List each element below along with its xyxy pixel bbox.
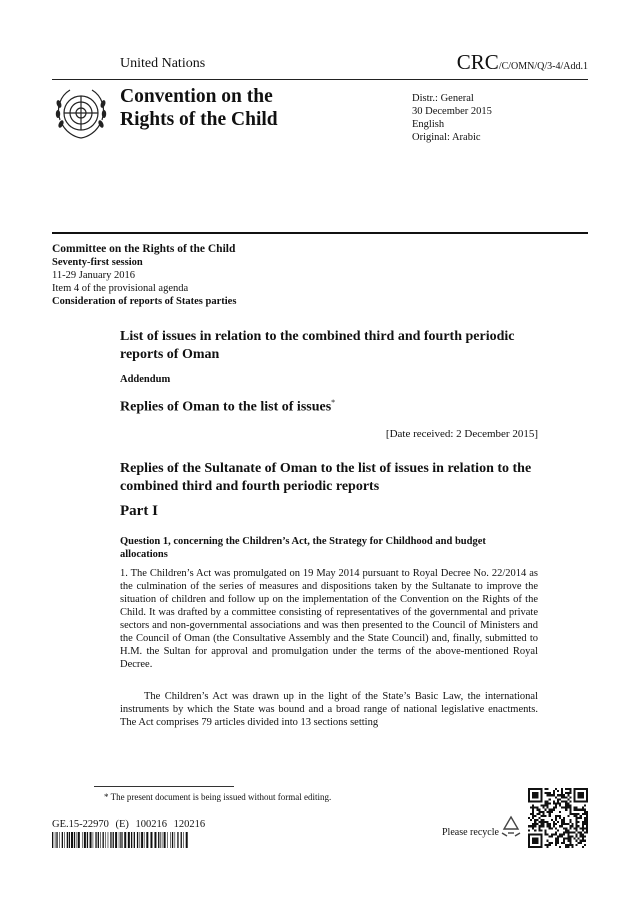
addendum-label: Addendum	[120, 374, 171, 385]
section-divider	[52, 232, 588, 234]
session-dates: 11-29 January 2016	[52, 270, 136, 281]
footnote-divider	[94, 786, 234, 787]
paragraph-1: 1. The Children’s Act was promulgated on 19 May 2014 pursuant to Royal Decree No. 22/2014 as the culmination of the series of measures and dispositions taken by the Sultanate to improve the situation of children and follow up on the implementation of the Convention on the Rights of the Child. It was drafted by a committee consisting of representatives of the governmental and private sectors and non-governmental associations and was then presented to the Council of Ministers and the Council of Oman (the Consultative Assembly and the State Council) and, finally, submitted to H.M. the Sultan for approval and promulgation under the terms of the above-mentioned Royal Decree.	[120, 568, 538, 670]
consideration: Consideration of reports of States parties	[52, 296, 237, 307]
distribution-language: English	[412, 119, 445, 130]
document-number: GE.15-22970 (E) 100216 120216	[52, 819, 206, 830]
title-line-1: Convention on the	[120, 86, 273, 107]
date-received: [Date received: 2 December 2015]	[385, 428, 538, 440]
session: Seventy-first session	[52, 257, 143, 268]
distribution-status: Distr.: General	[412, 93, 474, 104]
committee-name: Committee on the Rights of the Child	[52, 243, 236, 255]
un-emblem-icon	[52, 84, 110, 142]
committee-block	[52, 243, 236, 308]
organization-name: United Nations	[120, 56, 206, 71]
convention-title	[120, 85, 278, 131]
title-line-2: Rights of the Child	[120, 109, 278, 130]
qr-code-icon	[528, 788, 588, 848]
question-heading: Question 1, concerning the Children’s Act, the Strategy for Childhood and budget allocations	[120, 536, 486, 560]
part-heading: Part I	[120, 503, 158, 519]
distribution-original: Original: Arabic	[412, 132, 481, 143]
header-divider	[52, 79, 588, 80]
footnote-marker[interactable]: *	[331, 398, 336, 407]
symbol-main: CRC	[456, 50, 499, 74]
document-symbol	[457, 50, 588, 75]
recycle-icon	[498, 814, 524, 840]
sultanate-heading: Replies of the Sultanate of Oman to the list of issues in relation to the combined third and fourth periodic reports	[120, 461, 532, 494]
recycle-label: Please recycle	[442, 827, 499, 838]
replies-title-text: Replies of Oman to the list of issues	[120, 399, 332, 415]
footnote-text: * The present document is being issued without formal editing.	[104, 792, 332, 802]
list-of-issues-title: List of issues in relation to the combined third and fourth periodic reports of Oman	[120, 329, 515, 362]
agenda-item: Item 4 of the provisional agenda	[52, 283, 189, 294]
distribution-block	[412, 92, 492, 144]
replies-title	[120, 398, 335, 416]
paragraph-2: The Children’s Act was drawn up in the light of the State’s Basic Law, the international instruments by which the State was bound and a broad range of national legislative enactments. The Act comprises 79 articles divided into 13 sections setting	[120, 691, 538, 728]
barcode-icon	[52, 832, 188, 848]
symbol-rest: /C/OMN/Q/3-4/Add.1	[498, 61, 588, 72]
distribution-date: 30 December 2015	[412, 106, 492, 117]
